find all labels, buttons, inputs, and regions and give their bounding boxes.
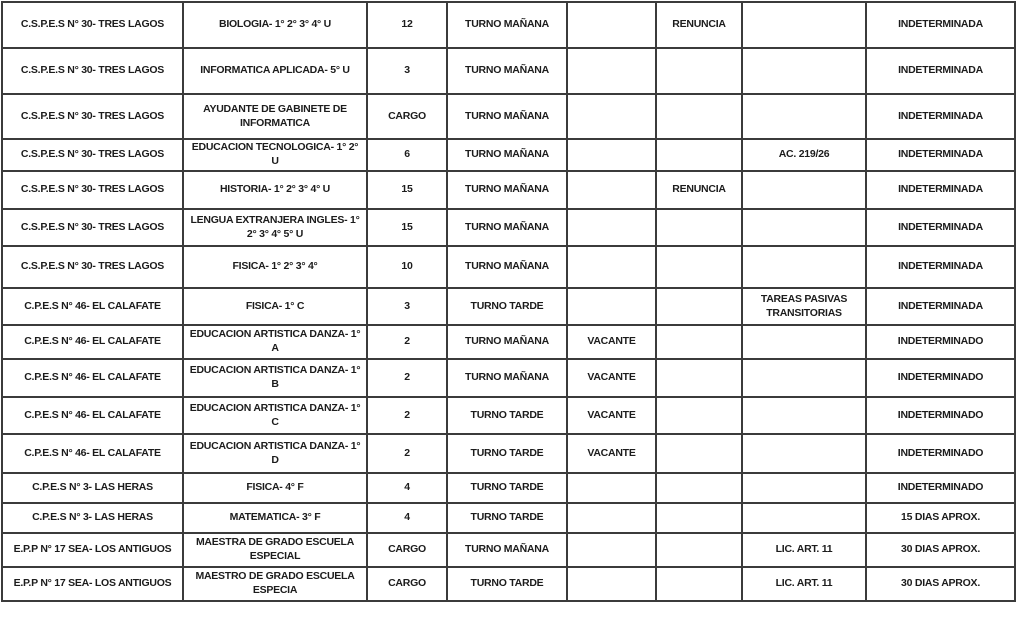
cell-subject: MAESTRA DE GRADO ESCUELA ESPECIAL — [183, 533, 367, 567]
cell-resignation-status — [656, 359, 742, 397]
cell-duration: INDETERMINADA — [866, 94, 1015, 139]
cell-observation — [742, 171, 866, 209]
cell-subject: EDUCACION ARTISTICA DANZA- 1° B — [183, 359, 367, 397]
cell-resignation-status: RENUNCIA — [656, 2, 742, 48]
cell-observation — [742, 94, 866, 139]
cell-hours: 2 — [367, 434, 447, 473]
cell-shift: TURNO MAÑANA — [447, 325, 567, 359]
cell-observation — [742, 48, 866, 94]
cell-resignation-status — [656, 288, 742, 325]
cell-subject: EDUCACION ARTISTICA DANZA- 1° C — [183, 397, 367, 434]
cell-school: C.S.P.E.S N° 30- TRES LAGOS — [2, 209, 183, 246]
cell-subject: MATEMATICA- 3° F — [183, 503, 367, 533]
cell-vacancy-status: VACANTE — [567, 359, 656, 397]
cell-duration: 30 DIAS APROX. — [866, 567, 1015, 601]
cell-subject: LENGUA EXTRANJERA INGLES- 1° 2° 3° 4° 5° U — [183, 209, 367, 246]
cell-vacancy-status — [567, 533, 656, 567]
table-row — [2, 2, 1015, 48]
cell-school: C.S.P.E.S N° 30- TRES LAGOS — [2, 94, 183, 139]
cell-vacancy-status — [567, 2, 656, 48]
cell-vacancy-status — [567, 209, 656, 246]
cell-duration: INDETERMINADA — [866, 246, 1015, 288]
cell-hours: 4 — [367, 503, 447, 533]
cell-subject: FISICA- 1° C — [183, 288, 367, 325]
cell-duration: 30 DIAS APROX. — [866, 533, 1015, 567]
cell-resignation-status — [656, 246, 742, 288]
cell-observation — [742, 473, 866, 503]
cell-duration: INDETERMINADA — [866, 171, 1015, 209]
cell-duration: 15 DIAS APROX. — [866, 503, 1015, 533]
cell-duration: INDETERMINADA — [866, 288, 1015, 325]
cell-subject: HISTORIA- 1° 2° 3° 4° U — [183, 171, 367, 209]
cell-subject: INFORMATICA APLICADA- 5° U — [183, 48, 367, 94]
cell-observation — [742, 209, 866, 246]
table-row — [2, 503, 1015, 533]
cell-duration: INDETERMINADA — [866, 209, 1015, 246]
cell-shift: TURNO MAÑANA — [447, 533, 567, 567]
cell-shift: TURNO MAÑANA — [447, 209, 567, 246]
cell-observation — [742, 503, 866, 533]
cell-vacancy-status — [567, 567, 656, 601]
cell-resignation-status — [656, 48, 742, 94]
cell-hours: CARGO — [367, 94, 447, 139]
cell-school: C.P.E.S N° 46- EL CALAFATE — [2, 434, 183, 473]
table-row — [2, 171, 1015, 209]
cell-observation — [742, 434, 866, 473]
cell-duration: INDETERMINADA — [866, 48, 1015, 94]
table-row — [2, 139, 1015, 171]
cell-observation — [742, 359, 866, 397]
cell-school: E.P.P N° 17 SEA- LOS ANTIGUOS — [2, 533, 183, 567]
cell-observation: AC. 219/26 — [742, 139, 866, 171]
cell-observation: LIC. ART. 11 — [742, 567, 866, 601]
cell-hours: 2 — [367, 397, 447, 434]
cell-observation: TAREAS PASIVAS TRANSITORIAS — [742, 288, 866, 325]
cell-vacancy-status — [567, 503, 656, 533]
cell-hours: 3 — [367, 288, 447, 325]
cell-vacancy-status — [567, 473, 656, 503]
table-row — [2, 94, 1015, 139]
table-row — [2, 288, 1015, 325]
cell-school: C.S.P.E.S N° 30- TRES LAGOS — [2, 2, 183, 48]
cell-shift: TURNO MAÑANA — [447, 246, 567, 288]
cell-subject: FISICA- 4° F — [183, 473, 367, 503]
cell-resignation-status — [656, 434, 742, 473]
cell-vacancy-status — [567, 246, 656, 288]
cell-shift: TURNO MAÑANA — [447, 2, 567, 48]
cell-vacancy-status — [567, 139, 656, 171]
cell-observation — [742, 325, 866, 359]
cell-hours: 3 — [367, 48, 447, 94]
cell-resignation-status: RENUNCIA — [656, 171, 742, 209]
cell-duration: INDETERMINADA — [866, 139, 1015, 171]
table-body — [2, 2, 1015, 601]
cell-shift: TURNO TARDE — [447, 503, 567, 533]
cell-observation — [742, 2, 866, 48]
cell-vacancy-status: VACANTE — [567, 434, 656, 473]
cell-shift: TURNO MAÑANA — [447, 94, 567, 139]
cell-subject: EDUCACION TECNOLOGICA- 1° 2° U — [183, 139, 367, 171]
cell-vacancy-status — [567, 288, 656, 325]
cell-shift: TURNO TARDE — [447, 434, 567, 473]
cell-school: C.P.E.S N° 46- EL CALAFATE — [2, 325, 183, 359]
cell-duration: INDETERMINADO — [866, 359, 1015, 397]
cell-duration: INDETERMINADO — [866, 397, 1015, 434]
cell-hours: 15 — [367, 171, 447, 209]
cell-school: C.P.E.S N° 46- EL CALAFATE — [2, 359, 183, 397]
cell-duration: INDETERMINADO — [866, 434, 1015, 473]
cell-vacancy-status — [567, 48, 656, 94]
cell-vacancy-status: VACANTE — [567, 325, 656, 359]
cell-subject: EDUCACION ARTISTICA DANZA- 1° D — [183, 434, 367, 473]
cell-hours: 2 — [367, 325, 447, 359]
cell-hours: CARGO — [367, 567, 447, 601]
cell-school: C.P.E.S N° 46- EL CALAFATE — [2, 397, 183, 434]
cell-resignation-status — [656, 567, 742, 601]
cell-resignation-status — [656, 473, 742, 503]
table-row — [2, 325, 1015, 359]
table-row — [2, 567, 1015, 601]
cell-resignation-status — [656, 533, 742, 567]
cell-resignation-status — [656, 94, 742, 139]
cell-hours: 4 — [367, 473, 447, 503]
table-row — [2, 397, 1015, 434]
vacancies-table — [1, 1, 1016, 602]
cell-hours: 10 — [367, 246, 447, 288]
cell-duration: INDETERMINADA — [866, 2, 1015, 48]
cell-hours: 2 — [367, 359, 447, 397]
cell-shift: TURNO MAÑANA — [447, 171, 567, 209]
cell-vacancy-status: VACANTE — [567, 397, 656, 434]
cell-subject: BIOLOGIA- 1° 2° 3° 4° U — [183, 2, 367, 48]
table-row — [2, 434, 1015, 473]
cell-shift: TURNO MAÑANA — [447, 139, 567, 171]
cell-school: C.S.P.E.S N° 30- TRES LAGOS — [2, 171, 183, 209]
cell-resignation-status — [656, 325, 742, 359]
table-row — [2, 533, 1015, 567]
cell-duration: INDETERMINADO — [866, 325, 1015, 359]
cell-resignation-status — [656, 397, 742, 434]
cell-school: C.S.P.E.S N° 30- TRES LAGOS — [2, 246, 183, 288]
cell-school: E.P.P N° 17 SEA- LOS ANTIGUOS — [2, 567, 183, 601]
table-row — [2, 246, 1015, 288]
cell-vacancy-status — [567, 94, 656, 139]
table-row — [2, 359, 1015, 397]
cell-resignation-status — [656, 209, 742, 246]
cell-observation — [742, 397, 866, 434]
cell-shift: TURNO MAÑANA — [447, 359, 567, 397]
cell-observation — [742, 246, 866, 288]
cell-subject: FISICA- 1° 2° 3° 4° — [183, 246, 367, 288]
table-row — [2, 209, 1015, 246]
cell-hours: 15 — [367, 209, 447, 246]
cell-hours: 6 — [367, 139, 447, 171]
cell-subject: MAESTRO DE GRADO ESCUELA ESPECIA — [183, 567, 367, 601]
cell-shift: TURNO TARDE — [447, 473, 567, 503]
cell-school: C.S.P.E.S N° 30- TRES LAGOS — [2, 48, 183, 94]
cell-shift: TURNO TARDE — [447, 567, 567, 601]
cell-subject: AYUDANTE DE GABINETE DE INFORMATICA — [183, 94, 367, 139]
cell-school: C.P.E.S N° 46- EL CALAFATE — [2, 288, 183, 325]
cell-school: C.P.E.S N° 3- LAS HERAS — [2, 473, 183, 503]
cell-resignation-status — [656, 139, 742, 171]
cell-shift: TURNO MAÑANA — [447, 48, 567, 94]
cell-shift: TURNO TARDE — [447, 288, 567, 325]
cell-resignation-status — [656, 503, 742, 533]
cell-shift: TURNO TARDE — [447, 397, 567, 434]
cell-school: C.P.E.S N° 3- LAS HERAS — [2, 503, 183, 533]
cell-hours: CARGO — [367, 533, 447, 567]
cell-observation: LIC. ART. 11 — [742, 533, 866, 567]
cell-hours: 12 — [367, 2, 447, 48]
cell-vacancy-status — [567, 171, 656, 209]
cell-school: C.S.P.E.S N° 30- TRES LAGOS — [2, 139, 183, 171]
table-row — [2, 48, 1015, 94]
table-row — [2, 473, 1015, 503]
cell-duration: INDETERMINADO — [866, 473, 1015, 503]
cell-subject: EDUCACION ARTISTICA DANZA- 1° A — [183, 325, 367, 359]
